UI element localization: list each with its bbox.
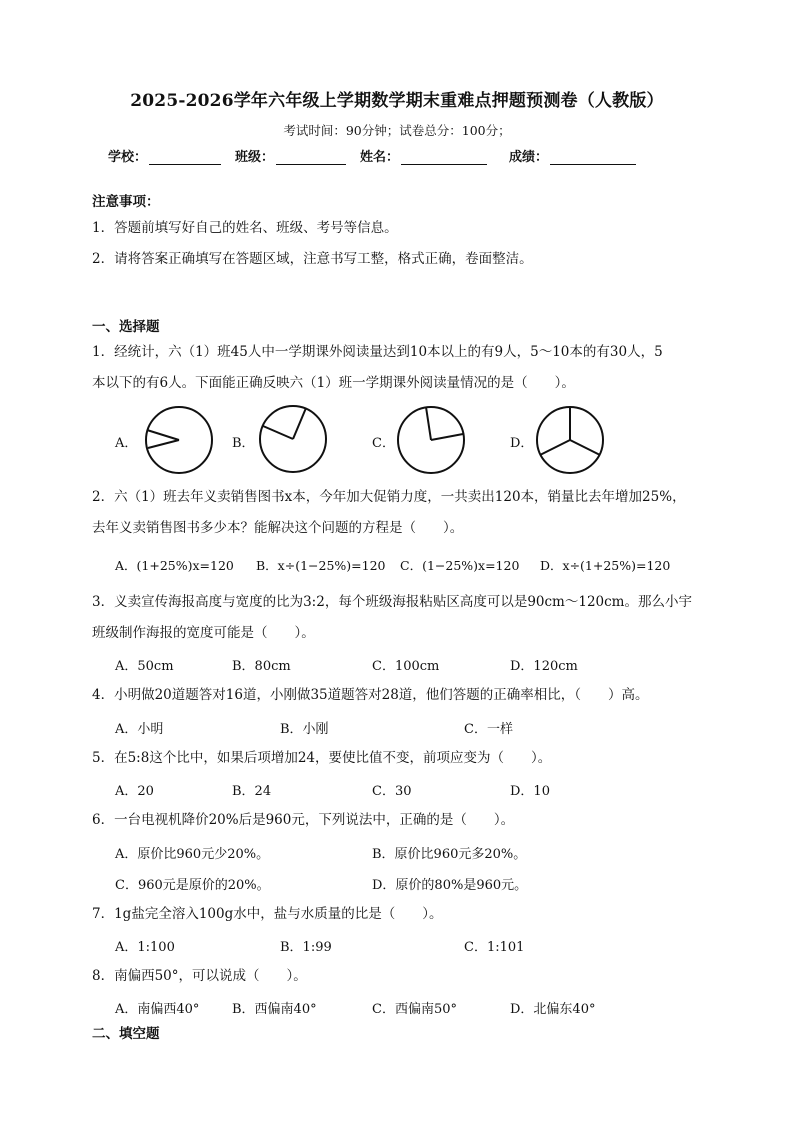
question-3-text: 3．义卖宣传海报高度与宽度的比为3:2，每个班级海报粘贴区高度可以是90cm～120cm。那么小宇 [92,594,692,610]
question-2-text: 2．六（1）班去年义卖销售图书x本，今年加大促销力度，一共卖出120本，销量比去年增加25%， [92,489,686,505]
q6-option-b[interactable]: B．原价比960元多20%。 [372,847,527,862]
pie-chart-b [256,402,330,476]
question-1-text-cont: 本以下的有6人。下面能正确反映六（1）班一学期课外阅读量情况的是（ ）。 [92,375,575,391]
name-blank[interactable] [401,150,487,165]
q6-option-a[interactable]: A．原价比960元少20%。 [115,847,270,862]
q5-option-d[interactable]: D．10 [510,784,550,799]
q3-option-c[interactable]: C．100cm [372,659,440,674]
page-title: 2025-2026学年六年级上学期数学期末重难点押题预测卷（人教版） [130,91,664,111]
q8-option-a[interactable]: A．南偏西40° [115,1002,200,1017]
score-blank[interactable] [550,150,636,165]
school-blank[interactable] [149,150,221,165]
q5-option-b[interactable]: B．24 [232,784,272,799]
question-3-text-cont: 班级制作海报的宽度可能是（ ）。 [92,625,315,641]
q1-option-a[interactable]: A． [115,436,138,451]
q7-option-b[interactable]: B．1:99 [280,940,332,955]
q2-option-b[interactable]: B．x÷(1−25%)=120 [256,558,386,573]
question-4-text: 4．小明做20道题答对16道，小刚做35道题答对28道，他们答题的正确率相比，（ ）高。 [92,687,649,703]
section-heading-fill: 二、填空题 [92,1026,160,1042]
q4-option-c[interactable]: C．一样 [464,722,513,737]
q8-option-b[interactable]: B．西偏南40° [232,1002,317,1017]
q6-option-d[interactable]: D．原价的80%是960元。 [372,878,528,893]
pie-chart-d [533,403,607,477]
pie-chart-c [394,403,468,477]
note-item: 2．请将答案正确填写在答题区域，注意书写工整，格式正确，卷面整洁。 [92,251,533,267]
q2-option-c[interactable]: C．(1−25%)x=120 [400,558,520,573]
question-1-text: 1．经统计，六（1）班45人中一学期课外阅读量达到10本以上的有9人，5～10本的有30人，5 [92,344,663,360]
class-label: 班级： [235,150,275,165]
q3-option-a[interactable]: A．50cm [115,659,174,674]
q5-option-a[interactable]: A．20 [115,784,154,799]
q6-option-c[interactable]: C．960元是原价的20%。 [115,878,270,893]
school-label: 学校： [108,150,148,165]
question-2-text-cont: 去年义卖销售图书多少本？能解决这个问题的方程是（ ）。 [92,520,464,536]
pie-chart-a [142,404,216,478]
class-blank[interactable] [276,150,346,165]
q3-option-b[interactable]: B．80cm [232,659,291,674]
q5-option-c[interactable]: C．30 [372,784,412,799]
q8-option-d[interactable]: D．北偏东40° [510,1002,596,1017]
question-6-text: 6．一台电视机降价20%后是960元，下列说法中，正确的是（ ）。 [92,812,515,828]
notes-heading: 注意事项： [92,194,160,210]
question-7-text: 7．1g盐完全溶入100g水中，盐与水质量的比是（ ）。 [92,906,443,922]
name-field [360,146,487,165]
q4-option-a[interactable]: A．小明 [115,722,164,737]
name-label: 姓名： [360,150,400,165]
student-info-row [108,146,636,165]
question-5-text: 5．在5:8这个比中，如果后项增加24，要使比值不变，前项应变为（ ）。 [92,750,552,766]
q2-option-d[interactable]: D．x÷(1+25%)=120 [540,558,671,573]
q1-option-d[interactable]: D． [510,436,534,451]
q2-option-a[interactable]: A．(1+25%)x=120 [115,558,234,573]
q1-option-c[interactable]: C． [372,436,395,451]
school-field [108,146,221,165]
section-heading-choice: 一、选择题 [92,319,160,335]
class-field [235,146,346,165]
note-item: 1．答题前填写好自己的姓名、班级、考号等信息。 [92,220,398,236]
q7-option-c[interactable]: C．1:101 [464,940,525,955]
score-label: 成绩： [509,150,549,165]
q8-option-c[interactable]: C．西偏南50° [372,1002,457,1017]
exam-subtitle: 考试时间：90分钟；试卷总分：100分； [283,123,511,138]
score-field [509,146,636,165]
q7-option-a[interactable]: A．1:100 [115,940,175,955]
q4-option-b[interactable]: B．小刚 [280,722,329,737]
q3-option-d[interactable]: D．120cm [510,659,578,674]
question-8-text: 8．南偏西50°，可以说成（ ）。 [92,968,307,984]
q1-option-b[interactable]: B． [232,436,255,451]
